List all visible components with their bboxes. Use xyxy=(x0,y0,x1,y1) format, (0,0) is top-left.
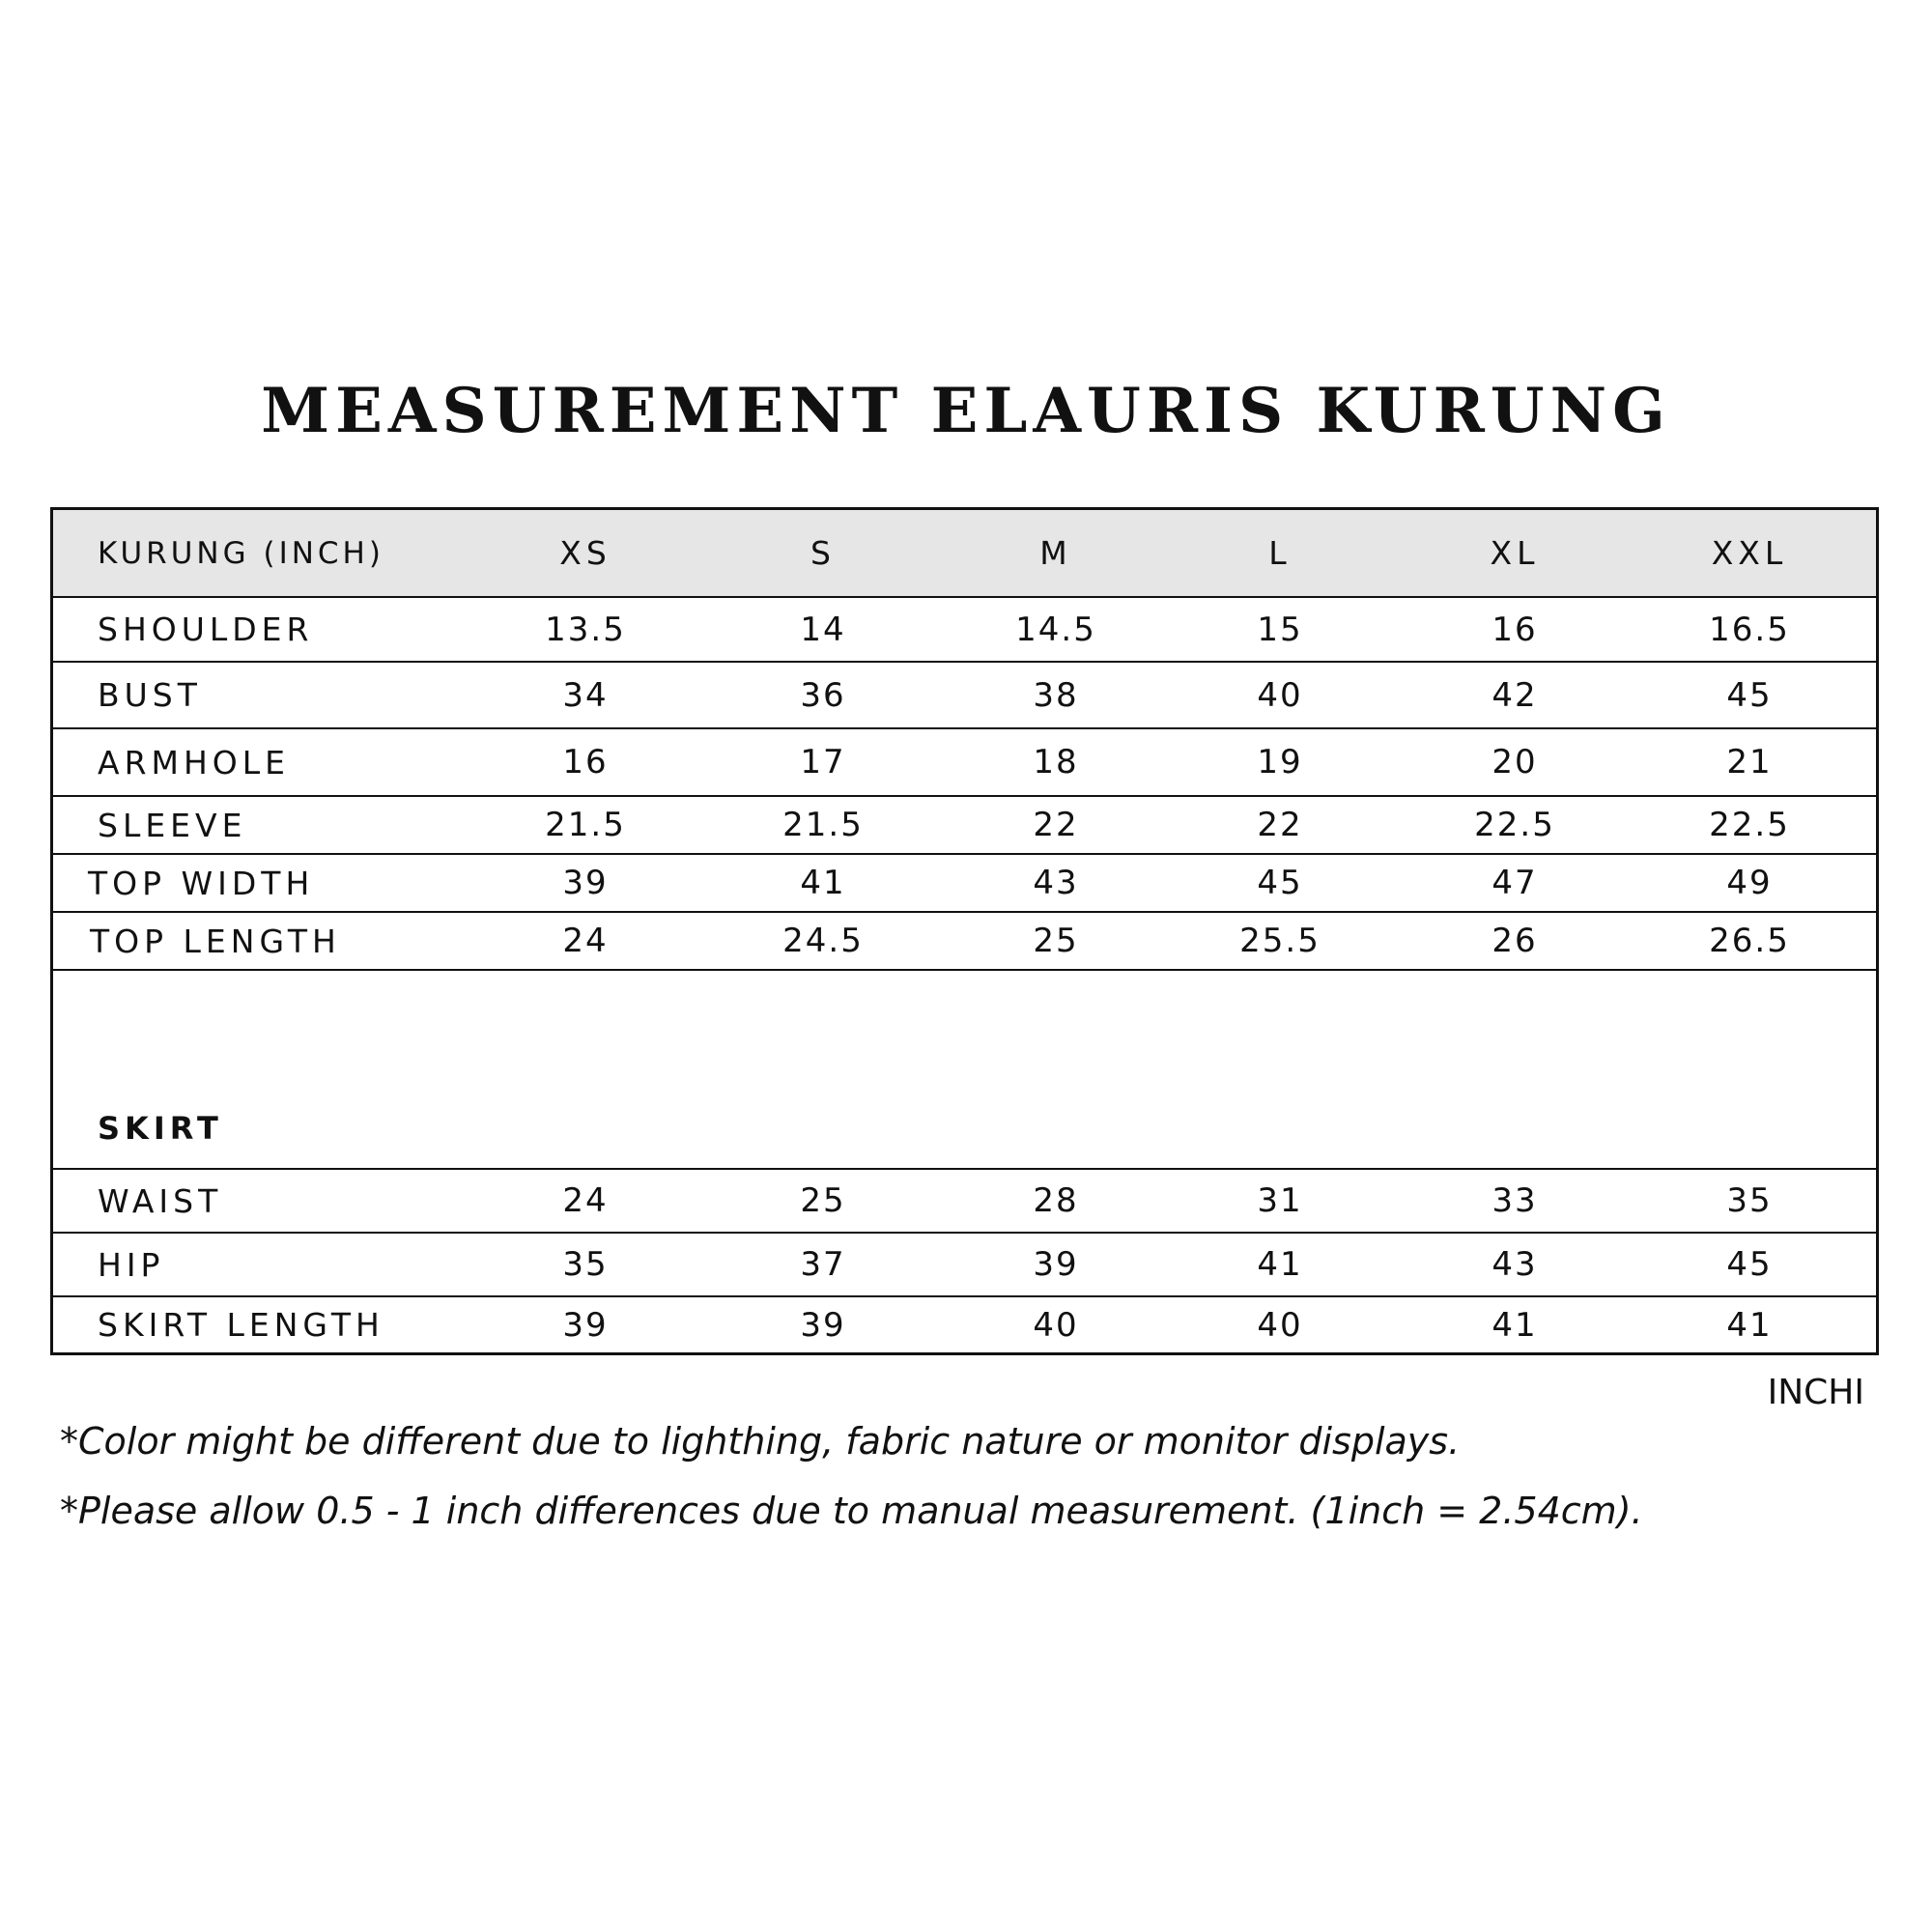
row-value: 21 xyxy=(1726,743,1773,781)
row-value: 24.5 xyxy=(782,922,864,960)
row-value: 25 xyxy=(1033,922,1079,960)
row-value: 35 xyxy=(562,1245,609,1284)
row-value: 40 xyxy=(1257,675,1303,715)
row-value: 22.5 xyxy=(1709,806,1790,844)
row-value: 31 xyxy=(1257,1181,1303,1220)
header-size: XXL xyxy=(1711,534,1788,572)
row-value: 49 xyxy=(1726,864,1773,902)
row-label: SKIRT LENGTH xyxy=(98,1306,384,1344)
row-value: 21.5 xyxy=(545,806,626,844)
row-value: 45 xyxy=(1257,864,1303,902)
row-value: 22 xyxy=(1257,806,1303,844)
row-value: 41 xyxy=(1492,1305,1538,1345)
table-row xyxy=(53,598,1876,663)
color-disclaimer: *Color might be different due to lighthing, fabric nature or monitor displays. xyxy=(60,1420,1461,1463)
row-value: 17 xyxy=(800,743,846,781)
row-value: 43 xyxy=(1033,864,1079,902)
size-chart-table xyxy=(50,507,1879,1355)
table-row xyxy=(53,729,1876,797)
row-label: ARMHOLE xyxy=(98,743,291,781)
row-value: 24 xyxy=(562,1181,609,1220)
row-value: 36 xyxy=(800,675,846,715)
row-value: 35 xyxy=(1726,1181,1773,1220)
row-value: 22.5 xyxy=(1474,806,1555,844)
row-value: 15 xyxy=(1257,610,1303,649)
row-value: 25 xyxy=(800,1181,846,1220)
header-size: L xyxy=(1268,534,1292,572)
row-value: 37 xyxy=(800,1245,846,1284)
row-label: TOP LENGTH xyxy=(90,922,341,960)
row-value: 39 xyxy=(800,1305,846,1345)
row-value: 47 xyxy=(1492,864,1538,902)
table-row xyxy=(53,855,1876,913)
row-value: 40 xyxy=(1033,1305,1079,1345)
header-size: XS xyxy=(559,534,611,572)
header-label: KURUNG (INCH) xyxy=(98,535,384,571)
section-label-skirt: SKIRT xyxy=(98,1110,223,1147)
row-value: 26.5 xyxy=(1709,922,1790,960)
row-value: 16 xyxy=(1492,610,1538,649)
row-value: 43 xyxy=(1492,1245,1538,1284)
row-label: BUST xyxy=(98,676,202,714)
header-size: XL xyxy=(1490,534,1540,572)
row-value: 16.5 xyxy=(1709,610,1790,649)
row-value: 14 xyxy=(800,610,846,649)
row-value: 20 xyxy=(1492,743,1538,781)
row-label: HIP xyxy=(98,1245,165,1284)
unit-note: INCHI xyxy=(1767,1373,1864,1412)
row-value: 38 xyxy=(1033,675,1079,715)
table-row xyxy=(53,797,1876,855)
row-value: 39 xyxy=(562,864,609,902)
row-value: 33 xyxy=(1492,1181,1538,1220)
table-row xyxy=(53,1234,1876,1297)
row-value: 41 xyxy=(1257,1245,1303,1284)
row-value: 40 xyxy=(1257,1305,1303,1345)
row-value: 41 xyxy=(800,864,846,902)
header-size: S xyxy=(810,534,836,572)
row-value: 45 xyxy=(1726,675,1773,715)
measurement-disclaimer: *Please allow 0.5 - 1 inch differences due to manual measurement. (1inch = 2.54cm). xyxy=(60,1490,1643,1532)
table-header-row xyxy=(53,510,1876,598)
row-value: 39 xyxy=(562,1305,609,1345)
row-value: 19 xyxy=(1257,743,1303,781)
row-value: 21.5 xyxy=(782,806,864,844)
row-value: 34 xyxy=(562,675,609,715)
row-label: WAIST xyxy=(98,1181,223,1220)
row-value: 26 xyxy=(1492,922,1538,960)
row-value: 41 xyxy=(1726,1305,1773,1345)
table-row xyxy=(53,1297,1876,1352)
header-size: M xyxy=(1039,534,1072,572)
page-title: MEASUREMENT ELAURIS KURUNG xyxy=(261,375,1671,447)
row-value: 39 xyxy=(1033,1245,1079,1284)
row-label: SLEEVE xyxy=(98,806,247,844)
row-label: SHOULDER xyxy=(98,611,314,648)
row-value: 18 xyxy=(1033,743,1079,781)
table-row xyxy=(53,1170,1876,1234)
row-value: 16 xyxy=(562,743,609,781)
row-value: 42 xyxy=(1492,675,1538,715)
row-value: 45 xyxy=(1726,1245,1773,1284)
row-value: 25.5 xyxy=(1239,922,1321,960)
row-value: 24 xyxy=(562,922,609,960)
row-value: 14.5 xyxy=(1015,610,1096,649)
row-value: 28 xyxy=(1033,1181,1079,1220)
row-value: 13.5 xyxy=(545,610,626,649)
table-row xyxy=(53,913,1876,971)
row-value: 22 xyxy=(1033,806,1079,844)
row-label: TOP WIDTH xyxy=(88,864,315,902)
skirt-section-row xyxy=(53,971,1876,1170)
table-row xyxy=(53,663,1876,729)
